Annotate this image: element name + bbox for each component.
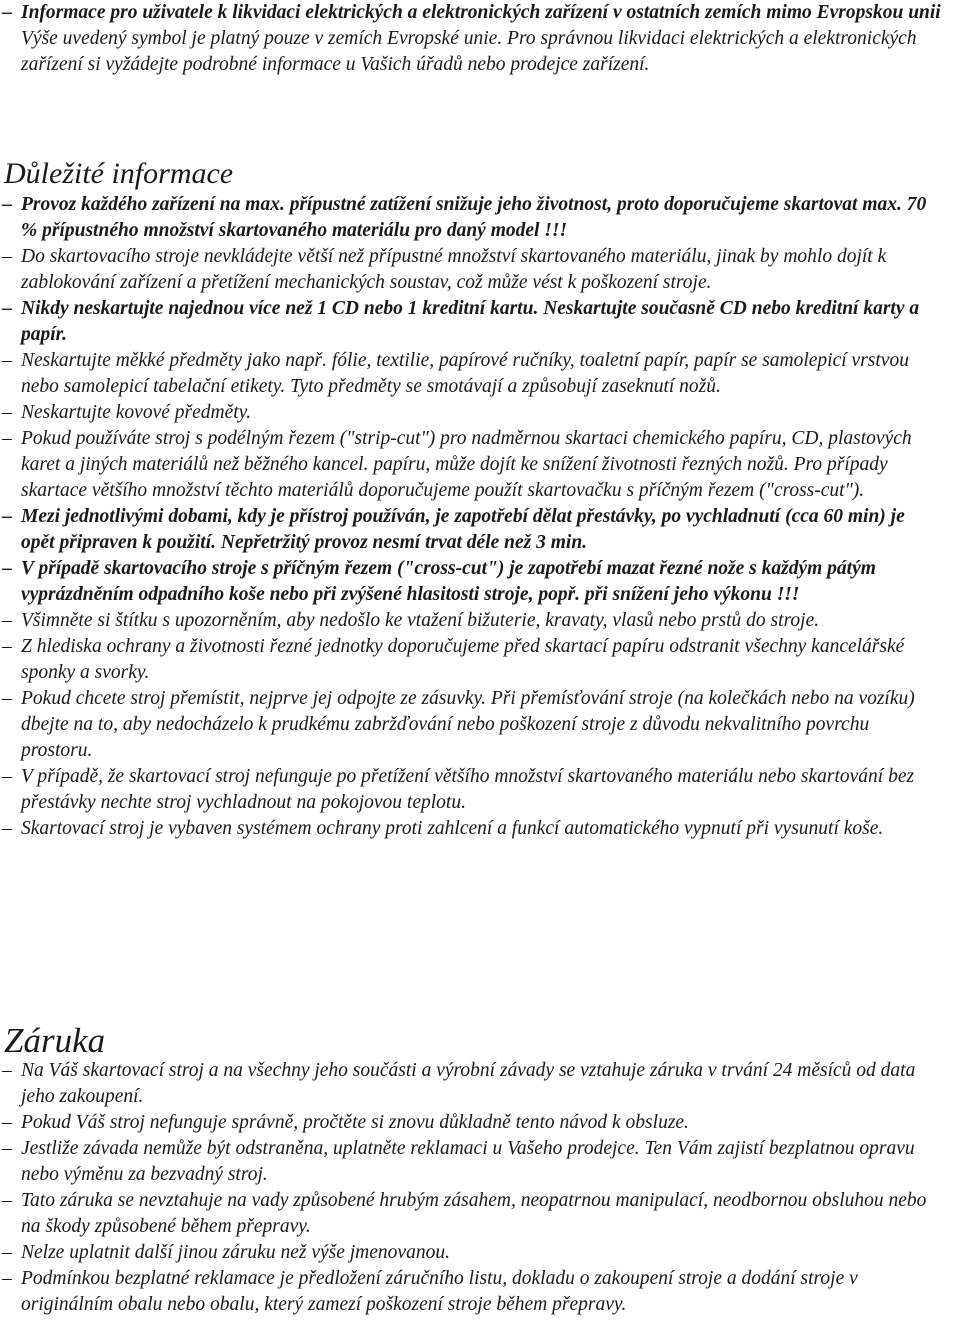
warranty-item: – Pokud Váš stroj nefunguje správně, pročtěte si znovu důkladně tento návod k obsluze. <box>0 1110 940 1136</box>
important-item: – Do skartovacího stroje nevkládejte větší než přípustné množství skartovaného materiálu, jinak by mohlo dojít k zablokování zařízení a přetížení mechanických soustav, což může vést k poškození stroje. <box>0 244 940 296</box>
warranty-list <box>0 1058 940 1318</box>
warranty-item: – Nelze uplatnit další jinou záruku než výše jmenovanou. <box>0 1240 940 1266</box>
warranty-item: – Podmínkou bezplatné reklamace je předložení záručního listu, dokladu o zakoupení stroje a dodání stroje v originálním obalu nebo obalu, který zamezí poškození stroje během přepravy. <box>0 1266 940 1318</box>
warranty-heading: Záruka <box>4 1021 106 1060</box>
warranty-item: – Jestliže závada nemůže být odstraněna, uplatněte reklamaci u Vašeho prodejce. Ten Vám zajistí bezplatnou opravu nebo výměnu za bezvadný stroj. <box>0 1136 940 1188</box>
important-heading: Důležité informace <box>4 157 234 190</box>
important-item: – Všimněte si štítku s upozorněním, aby nedošlo ke vtažení bižuterie, kravaty, vlasů nebo prstů do stroje. <box>0 608 940 634</box>
warranty-item: – Tato záruka se nevztahuje na vady způsobené hrubým zásahem, neopatrnou manipulací, neodbornou obsluhou nebo na škody způsobené během přepravy. <box>0 1188 940 1240</box>
important-item: – Z hlediska ochrany a životnosti řezné jednotky doporučujeme před skartací papíru odstranit všechny kancelářské sponky a svorky. <box>0 634 940 686</box>
important-item: – V případě skartovacího stroje s příčným řezem ("cross-cut") je zapotřebí mazat řezné nože s každým pátým vyprázdněním odpadního koše nebo při zvýšené hlasitosti stroje, popř. při snížení jeho výkonu !!! <box>0 556 940 608</box>
important-item: – Pokud používáte stroj s podélným řezem ("strip-cut") pro nadměrnou skartaci chemického papíru, CD, plastových karet a jiných materiálů než běžného kancel. papíru, může dojít ke snížení životnosti řezných nožů. Pro případy skartace většího množství těchto materiálů doporučujeme použít skartovačku s příčným řezem ("cross-cut"). <box>0 426 940 504</box>
warranty-item: – Na Váš skartovací stroj a na všechny jeho součásti a výrobní závady se vztahuje záruka v trvání 24 měsíců od data jeho zakoupení. <box>0 1058 940 1110</box>
important-item: – Pokud chcete stroj přemístit, nejprve jej odpojte ze zásuvky. Při přemísťování stroje (na kolečkách nebo na vozíku) dbejte na to, aby nedocházelo k prudkému zabržďování nebo poškození stroje z důvodu nekvalitního povrchu prostoru. <box>0 686 940 764</box>
important-item: – Provoz každého zařízení na max. přípustné zatížení snižuje jeho životnost, proto doporučujeme skartovat max. 70 % přípustného množství skartovaného materiálu pro daný model !!! <box>0 192 940 244</box>
important-item: – Skartovací stroj je vybaven systémem ochrany proti zahlcení a funkcí automatického vypnutí při vysunutí koše. <box>0 816 940 842</box>
important-item: – V případě, že skartovací stroj nefunguje po přetížení většího množství skartovaného materiálu nebo skartování bez přestávky nechte stroj vychladnout na pokojovou teplotu. <box>0 764 940 816</box>
important-item: – Neskartujte kovové předměty. <box>0 400 940 426</box>
intro-heading-item: – Informace pro uživatele k likvidaci elektrických a elektronických zařízení v ostatních zemích mimo Evropskou unii <box>0 0 960 26</box>
important-item: – Nikdy neskartujte najednou více než 1 CD nebo 1 kreditní kartu. Neskartujte současně CD nebo kreditní karty a papír. <box>0 296 940 348</box>
important-item: – Neskartujte měkké předměty jako např. fólie, textilie, papírové ručníky, toaletní papír, papír se samolepicí vrstvou nebo samolepicí tabelační etikety. Tyto předměty se smotávají a způsobují zaseknutí nožů. <box>0 348 940 400</box>
important-item: – Mezi jednotlivými dobami, kdy je přístroj používán, je zapotřebí dělat přestávky, po vychladnutí (cca 60 min) je opět připraven k použití. Nepřetržitý provoz nesmí trvat déle než 3 min. <box>0 504 940 556</box>
intro-body: Výše uvedený symbol je platný pouze v zemích Evropské unie. Pro správnou likvidaci elektrických a elektronických zařízení si vyžádejte podrobné informace u Vašich úřadů nebo prodejce zařízení. <box>21 28 917 75</box>
intro-section <box>0 0 960 78</box>
important-list <box>0 192 940 842</box>
